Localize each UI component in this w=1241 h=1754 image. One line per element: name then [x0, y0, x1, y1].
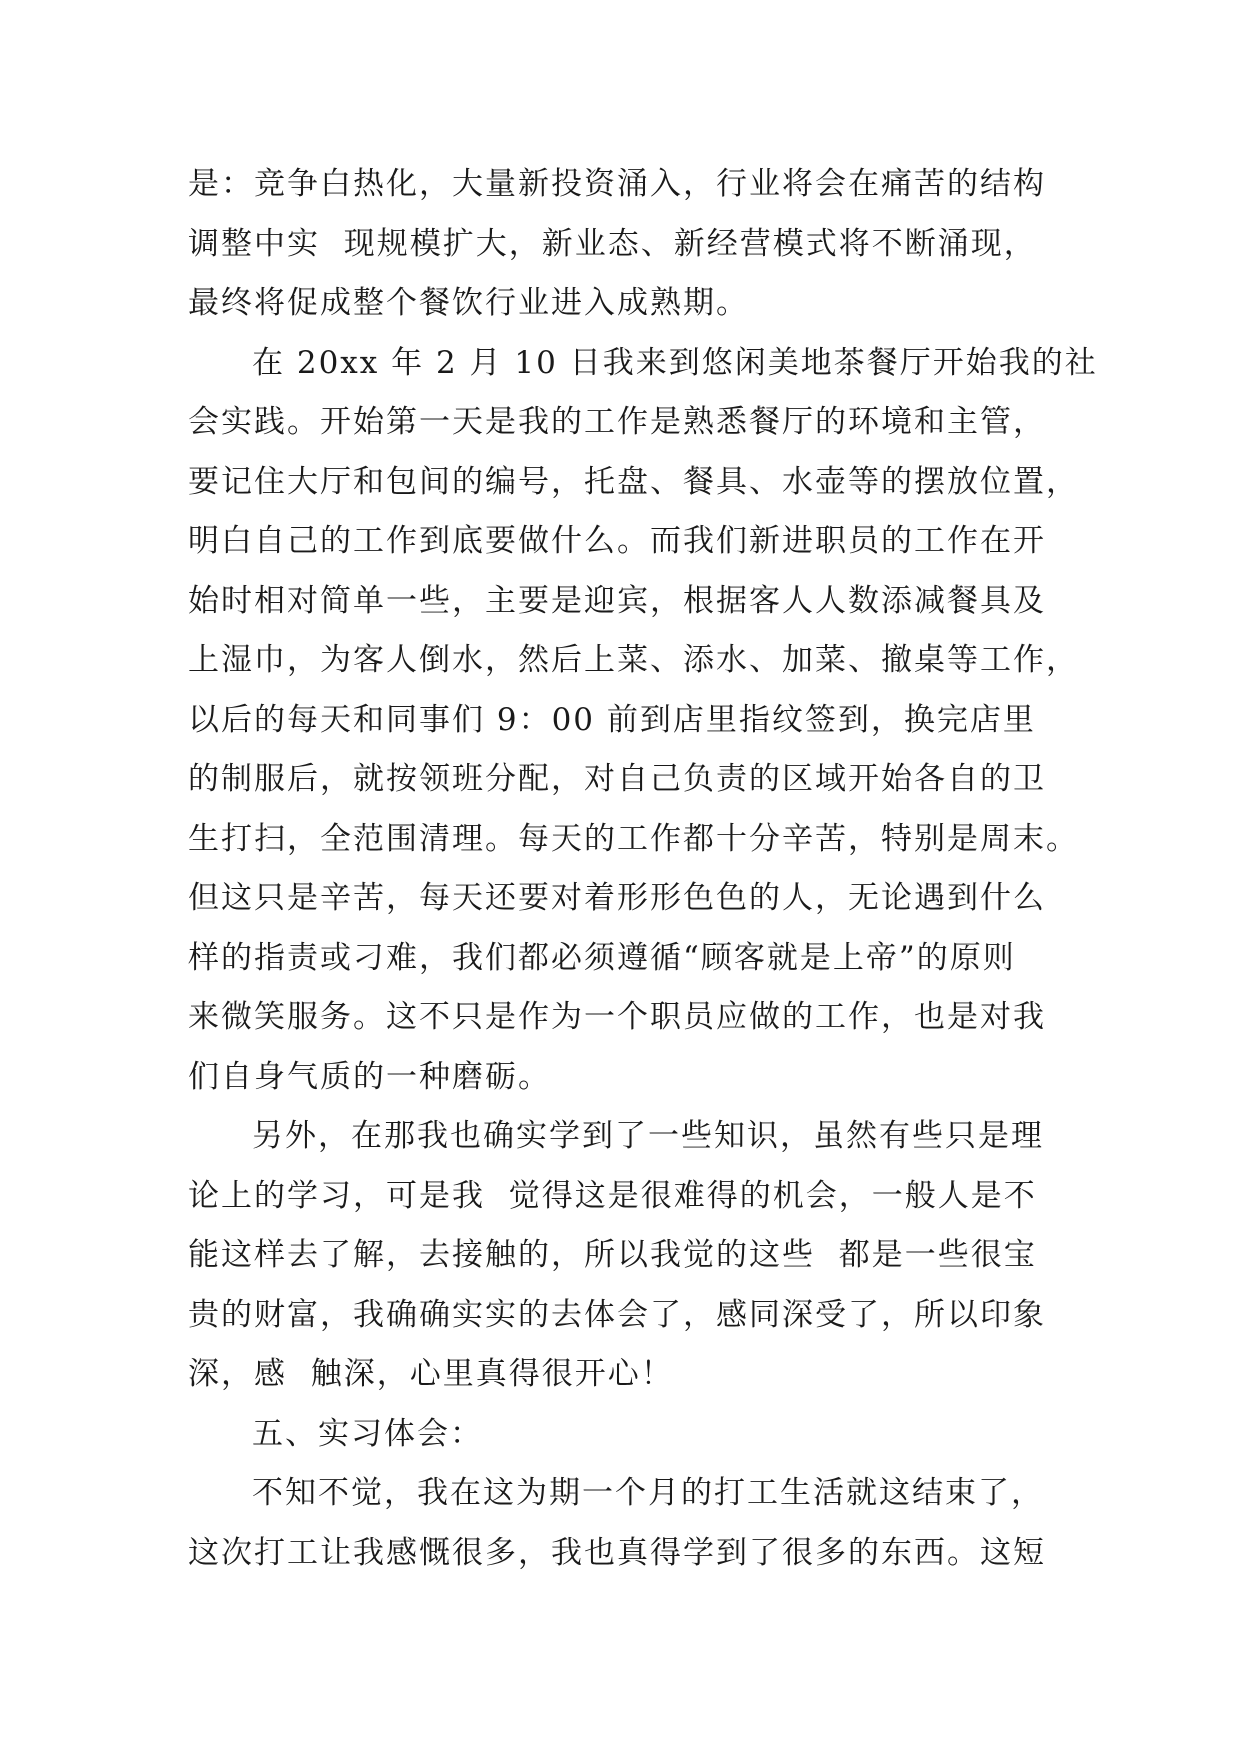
text-line: 深，感 触深，心里真得很开心！ [188, 1356, 674, 1392]
text-line: 来微笑服务。这不只是作为一个职员应做的工作，也是对我 [188, 999, 1046, 1035]
text-line: 上湿巾，为客人倒水，然后上菜、添水、加菜、撤桌等工作， [188, 642, 1079, 678]
text-line: 能这样去了解，去接触的，所以我觉的这些 都是一些很宝 [188, 1237, 1037, 1273]
text-line: 样的指责或刁难，我们都必须遵循“顾客就是上帝”的原则 [188, 939, 1016, 976]
text-line: 要记住大厅和包间的编号，托盘、餐具、水壶等的摆放位置， [188, 463, 1079, 500]
text-line: 的制服后，就按领班分配，对自己负责的区域开始各自的卫 [188, 761, 1046, 797]
document-body [188, 155, 1098, 1583]
text-line: 生打扫，全范围清理。每天的工作都十分辛苦，特别是周末。 [188, 820, 1079, 857]
section-heading: 五、实习体会： [252, 1415, 483, 1452]
text-line: 以后的每天和同事们 9：00 前到店里指纹签到，换完店里 [188, 701, 1036, 738]
paragraph-first-line: 另外，在那我也确实学到了一些知识，虽然有些只是理 [252, 1118, 1044, 1154]
text-line: 始时相对简单一些，主要是迎宾，根据客人人数添减餐具及 [188, 582, 1046, 619]
text-line: 贵的财富，我确确实实的去体会了，感同深受了，所以印象 [188, 1296, 1046, 1333]
text-line: 论上的学习，可是我 觉得这是很难得的机会，一般人是不 [188, 1177, 1037, 1214]
text-line: 但这只是辛苦，每天还要对着形形色色的人，无论遇到什么 [188, 880, 1046, 916]
text-line: 明白自己的工作到底要做什么。而我们新进职员的工作在开 [188, 523, 1046, 559]
text-line: 这次打工让我感慨很多，我也真得学到了很多的东西。这短 [188, 1534, 1046, 1571]
text-line: 会实践。开始第一天是我的工作是熟悉餐厅的环境和主管， [188, 404, 1046, 440]
text-line: 最终将促成整个餐饮行业进入成熟期。 [188, 285, 749, 321]
text-line: 们自身气质的一种磨砺。 [188, 1058, 551, 1095]
paragraph-first-line: 在 20xx 年 2 月 10 日我来到悠闲美地茶餐厅开始我的社 [252, 344, 1098, 381]
text-line: 是：竞争白热化，大量新投资涌入，行业将会在痛苦的结构 [188, 166, 1046, 202]
text-line: 调整中实 现规模扩大，新业态、新经营模式将不断涌现， [188, 225, 1037, 262]
paragraph-first-line: 不知不觉，我在这为期一个月的打工生活就这结束了， [252, 1475, 1044, 1511]
